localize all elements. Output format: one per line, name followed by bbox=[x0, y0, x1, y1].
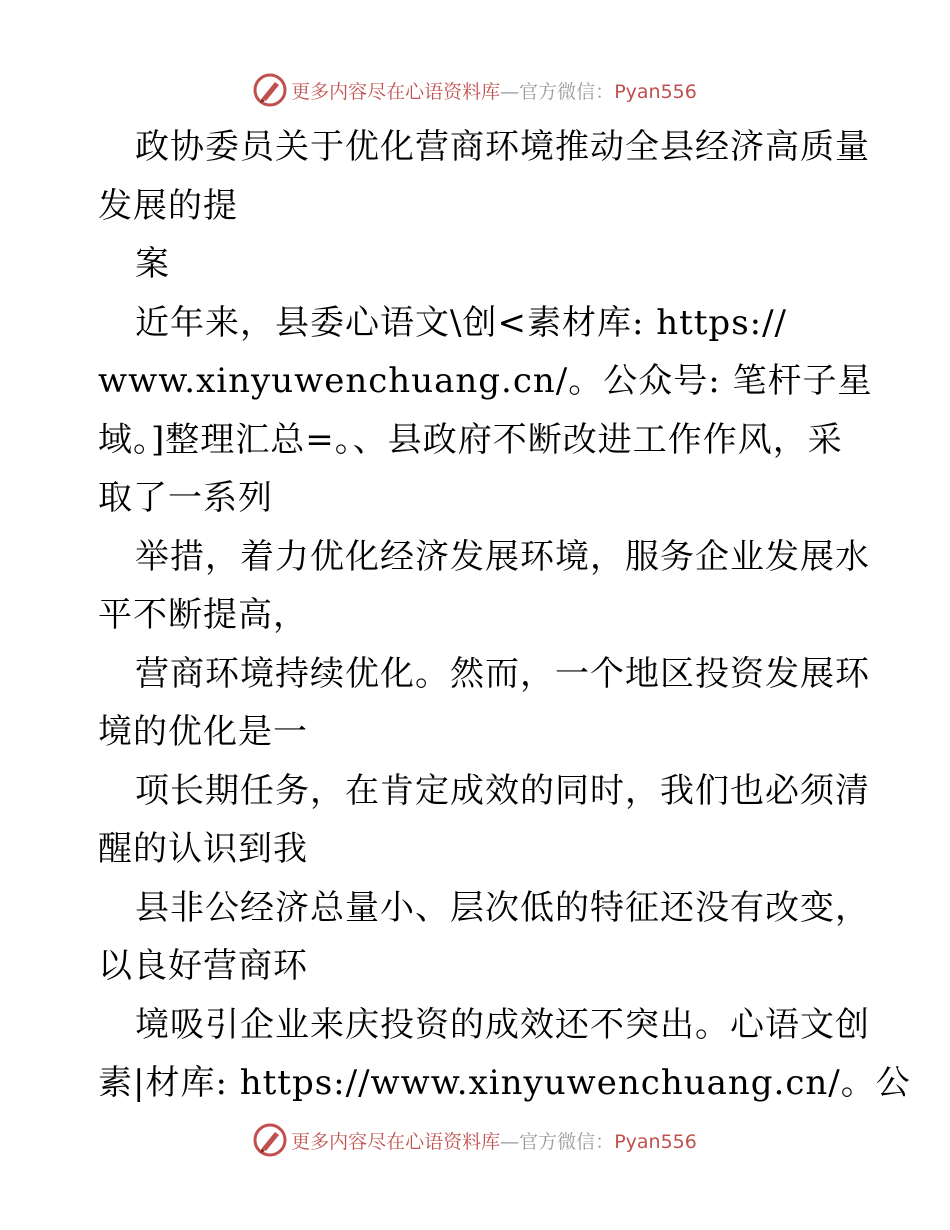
banner-middle: 官方微信： bbox=[519, 80, 615, 103]
doc-line: 举措，着力优化经济发展环境，服务企业发展水 bbox=[135, 536, 870, 577]
banner-handle: Pyan556 bbox=[614, 80, 697, 103]
doc-line: www.xinyuwenchuang.cn/。公众号: 笔杆子星 bbox=[98, 361, 873, 401]
banner-dash: — bbox=[500, 80, 520, 103]
banner-handle: Pyan556 bbox=[614, 1130, 697, 1153]
doc-line: 营商环境持续优化。然而，一个地区投资发展环 bbox=[135, 653, 870, 694]
pen-logo-icon bbox=[253, 73, 287, 107]
doc-line: 政协委员关于优化营商环境推动全县经济高质量 bbox=[135, 127, 870, 167]
banner-text bbox=[291, 1127, 697, 1154]
banner-middle: 官方微信： bbox=[519, 1130, 615, 1153]
doc-line: 近年来，县委心语文\创<素材库: https:// bbox=[135, 302, 788, 343]
pen-logo-icon bbox=[253, 1123, 287, 1157]
banner-prefix: 更多内容尽在心语资料库 bbox=[291, 1130, 501, 1153]
doc-line: 县非公经济总量小、层次低的特征还没有改变， bbox=[135, 887, 870, 928]
doc-line: 境吸引企业来庆投资的成效还不突出。心语文创 bbox=[135, 1004, 870, 1045]
doc-line: 项长期任务，在肯定成效的同时，我们也必须清 bbox=[135, 770, 870, 811]
document-body bbox=[98, 118, 911, 1113]
header-watermark-banner bbox=[0, 70, 950, 110]
doc-line: 境的优化是一 bbox=[98, 712, 308, 752]
banner-dash: — bbox=[500, 1130, 520, 1153]
footer-watermark-banner bbox=[0, 1120, 950, 1160]
doc-line: 平不断提高， bbox=[98, 595, 308, 635]
doc-line: 醒的认识到我 bbox=[98, 829, 308, 869]
banner-prefix: 更多内容尽在心语资料库 bbox=[291, 80, 501, 103]
doc-line: 取了一系列 bbox=[98, 478, 273, 518]
doc-line: 素|材库: https://www.xinyuwenchuang.cn/。公 bbox=[98, 1063, 911, 1103]
doc-line: 发展的提 bbox=[98, 185, 238, 226]
doc-line: 以良好营商环 bbox=[98, 946, 308, 986]
doc-line: 域。]整理汇总=。、县政府不断改进工作作风，采 bbox=[98, 419, 843, 460]
banner-text bbox=[291, 77, 697, 104]
doc-line: 案 bbox=[135, 244, 170, 284]
